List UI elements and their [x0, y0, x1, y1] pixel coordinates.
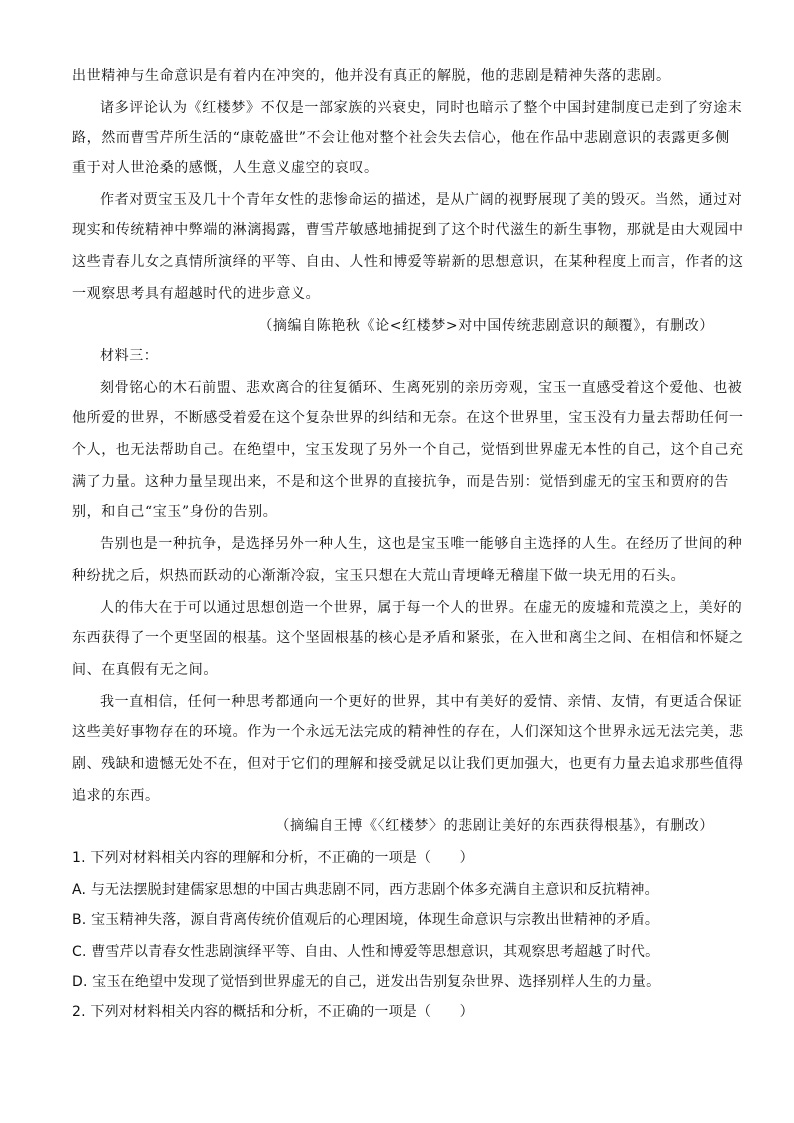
paragraph-line: 东西获得了一个更坚固的根基。这个坚固根基的核心是矛盾和紧张，在入世和离尘之间、在相信和怀疑之: [72, 630, 744, 646]
paragraph-line: 他所爱的世界，不断感受着爱在这个复杂世界的纠结和无奈。在这个世界里，宝玉没有力量去帮助任何一: [72, 410, 744, 426]
paragraph-line: 出世精神与生命意识是有着内在冲突的，他并没有真正的解脱，他的悲剧是精神失落的悲剧。: [72, 68, 671, 84]
paragraph-line: 人的伟大在于可以通过思想创造一个世界，属于每一个人的世界。在虚无的废墟和荒漠之上，美好的: [100, 600, 743, 616]
paragraph-line: 个人，也无法帮助自己。在绝望中，宝玉发现了另外一个自己，觉悟到世界虚无本性的自己，这个自己充: [72, 442, 744, 458]
source-citation: （摘编自王博《〈红楼梦〉的悲剧让美好的东西获得根基》，有删改）: [275, 818, 714, 834]
paragraph-line: 刻骨铭心的木石前盟、悲欢离合的往复循环、生离死别的亲历旁观，宝玉一直感受着这个爱他、也被: [100, 380, 743, 396]
source-citation: （摘编自陈艳秋《论<红楼梦>对中国传统悲剧意识的颠覆》，有删改）: [258, 318, 714, 334]
question-1-option-c: C. 曹雪芹以青春女性悲剧演绎平等、自由、人性和博爱等思想意识，其观察思考超越了时代。: [72, 944, 660, 960]
question-1-stem: 1. 下列对材料相关内容的理解和分析，不正确的一项是（ ）: [72, 850, 474, 866]
question-1-option-b: B. 宝玉精神失落，源自背离传统价值观后的心理困境，体现生命意识与宗教出世精神的矛盾。: [72, 912, 660, 928]
paragraph-line: 别，和自己“宝玉”身份的告别。: [72, 504, 278, 520]
question-1-option-d: D. 宝玉在绝望中发现了觉悟到世界虚无的自己，迸发出告别复杂世界、选择别样人生的力量。: [72, 974, 661, 990]
paragraph-line: 剧、残缺和遗憾无处不在，但对于它们的理解和接受就足以让我们更加强大，也更有力量去追求那些值得: [72, 756, 744, 772]
paragraph-line: 我一直相信，任何一种思考都通向一个更好的世界，其中有美好的爱情、亲情、友情，有更适合保证: [100, 694, 743, 710]
paragraph-line: 诸多评论认为《红楼梦》不仅是一部家族的兴衰史，同时也暗示了整个中国封建制度已走到了穷途末: [100, 100, 743, 116]
paragraph-line: 这些美好事物存在的环境。作为一个永远无法完成的精神性的存在，人们深知这个世界永远无法完美，悲: [72, 724, 744, 740]
question-2-stem: 2. 下列对材料相关内容的概括和分析，不正确的一项是（ ）: [72, 1004, 474, 1020]
paragraph-line: 满了力量。这种力量呈现出来，不是和这个世界的直接抗争，而是告别：觉悟到虚无的宝玉和贾府的告: [72, 474, 729, 490]
question-1-option-a: A. 与无法摆脱封建儒家思想的中国古典悲剧不同，西方悲剧个体多充满自主意识和反抗精神。: [72, 882, 659, 898]
paragraph-line: 种纷扰之后，炽热而跃动的心渐渐冷寂，宝玉只想在大荒山青埂峰无稽崖下做一块无用的石头。: [72, 568, 686, 584]
paragraph-line: 一观察思考具有超越时代的进步意义。: [72, 286, 321, 302]
paragraph-line: 现实和传统精神中弊端的淋漓揭露，曹雪芹敏感地捕捉到了这个时代滋生的新生事物，那就是由大观园中: [72, 222, 744, 238]
paragraph-line: 追求的东西。: [72, 788, 160, 804]
paragraph-line: 这些青春儿女之真情所演绎的平等、自由、人性和博爱等崭新的思想意识，在某种程度上而言，作者的这: [72, 254, 744, 270]
section-heading: 材料三：: [100, 348, 159, 364]
paragraph-line: 作者对贾宝玉及几十个青年女性的悲惨命运的描述，是从广阔的视野展现了美的毁灭。当然，通过对: [100, 192, 743, 208]
paragraph-line: 告别也是一种抗争，是选择另外一种人生，这也是宝玉唯一能够自主选择的人生。在经历了世间的种: [100, 536, 743, 552]
paragraph-line: 间、在真假有无之间。: [72, 662, 218, 678]
paragraph-line: 重于对人世沧桑的感慨，人生意义虚空的哀叹。: [72, 160, 379, 176]
paragraph-line: 路，然而曹雪芹所生活的“康乾盛世”不会让他对整个社会失去信心，他在作品中悲剧意识的表露更多侧: [72, 130, 730, 146]
